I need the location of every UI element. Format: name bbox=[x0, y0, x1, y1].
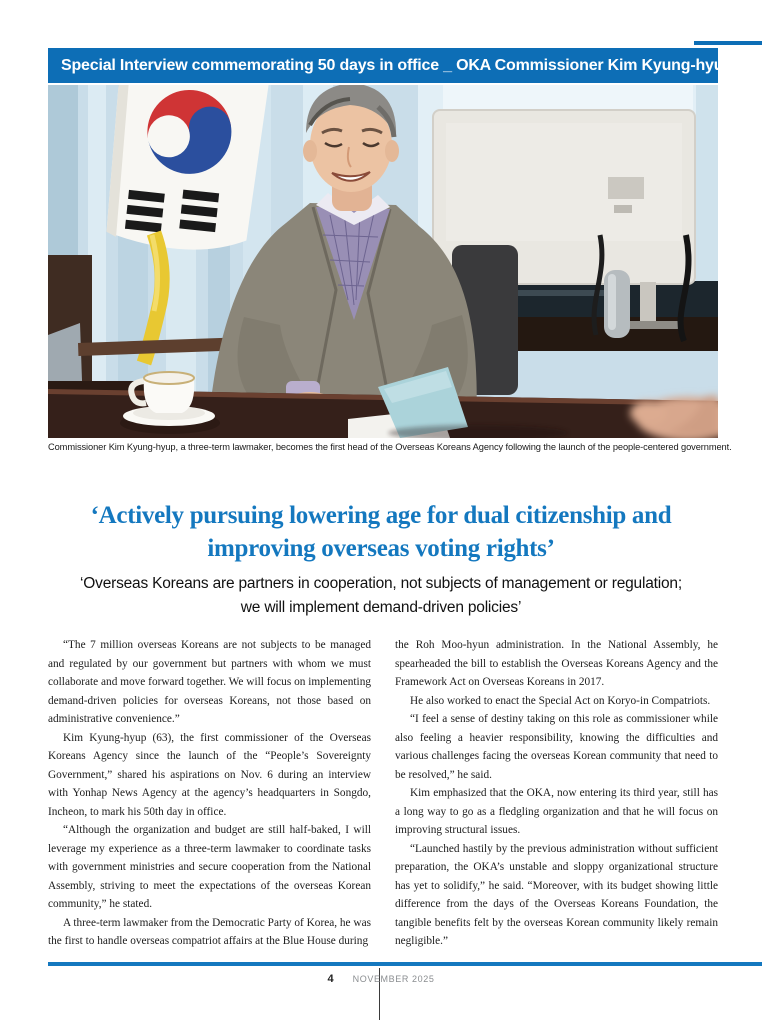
interview-photo-graphic bbox=[48, 85, 718, 438]
paragraph: Kim emphasized that the OKA, now entering its third year, still has a long way to go as a fledgling organization and that he will focus on improving structural issues. bbox=[395, 787, 718, 836]
paragraph: “I feel a sense of destiny taking on this role as commissioner while also feeling a heavier responsibility, knowing the difficulties and various challenges facing the overseas Korean community that need to be resolved,” he said. bbox=[395, 713, 718, 781]
top-right-accent-rule bbox=[694, 41, 762, 45]
section-header-title: Special Interview commemorating 50 days in office _ OKA Commissioner Kim Kyung-hyup bbox=[61, 56, 733, 74]
paragraph: the Roh Moo-hyun administration. In the National Assembly, he spearheaded the bill to establish the Overseas Koreans Agency and the Framework Act on Overseas Koreans in 2017. bbox=[395, 639, 718, 688]
page-number: 4 bbox=[327, 973, 334, 985]
paragraph: “Although the organization and budget are still half-baked, I will leverage my experience as a three-term lawmaker to coordinate tasks with government ministries and secure cooperation from the National Assembly, striving to meet the expectations of the overseas Korean community,” he stated. bbox=[48, 824, 371, 910]
interview-photo bbox=[48, 85, 718, 438]
article-subheadline bbox=[0, 572, 762, 620]
paragraph: “Launched hastily by the previous administration without sufficient preparation, the OKA’s unstable and sloppy organizational structure has yet to solidify,” he said. “Moreover, with its budget showing little difference from the days of the Overseas Koreans Foundation, the tangible benefits felt by the overseas Korean community likely remain negligible.” bbox=[395, 842, 718, 947]
subheadline-line2: we will implement demand-driven policies’ bbox=[240, 599, 522, 616]
paragraph: A three-term lawmaker from the Democratic Party of Korea, he was the first to handle overseas compatriot affairs at the Blue House during bbox=[48, 916, 371, 947]
body-column-right bbox=[395, 636, 718, 951]
paragraph: “The 7 million overseas Koreans are not subjects to be managed and regulated by our government but partners with whom we must collaborate and move forward together. We will focus on implementing demand-driven policies for overseas Koreans, not those based on administrative convenience.” bbox=[48, 639, 371, 725]
paragraph: Kim Kyung-hyup (63), the first commissioner of the Overseas Koreans Agency since the launch of the “People’s Sovereignty Government,” shared his aspirations on Nov. 6 during an interview with Yonhap News Agency at the agency’s headquarters in Songdo, Incheon, to mark his 50th day in office. bbox=[48, 731, 371, 818]
korean-flag bbox=[102, 85, 271, 257]
footer-accent-rule bbox=[48, 962, 762, 966]
page-footer bbox=[0, 972, 762, 992]
issue-label: NOVEMBER 2025 bbox=[352, 974, 435, 984]
section-header-bar bbox=[48, 48, 733, 83]
headline-line1: ‘Actively pursuing lowering age for dual citizenship and bbox=[90, 502, 672, 529]
subheadline-line1: ‘Overseas Koreans are partners in cooperation, not subjects of management or regulation; bbox=[80, 575, 682, 592]
headline-line2: improving overseas voting rights’ bbox=[207, 535, 555, 562]
photo-caption: Commissioner Kim Kyung-hyup, a three-term lawmaker, becomes the first head of the Overseas Koreans Agency following the launch of the people-centered government. bbox=[48, 442, 732, 452]
article-headline bbox=[0, 499, 762, 565]
paragraph: He also worked to enact the Special Act on Koryo-in Compatriots. bbox=[410, 694, 711, 707]
body-column-left bbox=[48, 636, 371, 951]
